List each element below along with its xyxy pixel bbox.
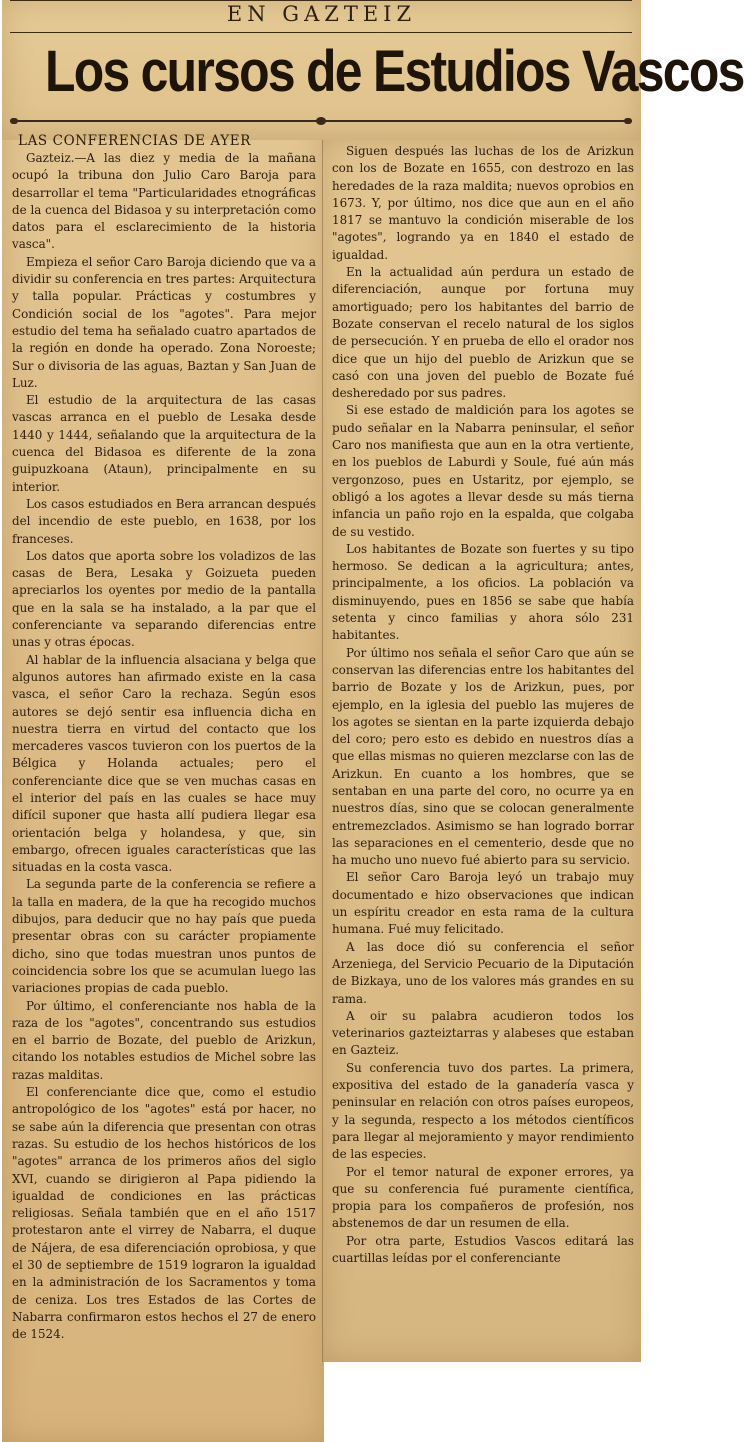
kicker-top-rule — [10, 0, 632, 1]
paragraph: Los datos que aporta sobre los voladizos de las casas de Bera, Lesaka y Goizueta pueden apreciarlos los oyentes por medio de la pantalla que en la sala se ha instalado, a la par que el conferenciante va separando diferencias entre unas y otras épocas. — [12, 548, 316, 650]
paragraph: Siguen después las luchas de los de Arizkun con los de Bozate en 1655, con destrozo en las heredades de la raza maldita; nuevos oprobios en 1673. Y, por último, nos dice que aun en el año 1817 se mantuvo la condición miserable de los "agotes", logrando ya en 1840 el estado de igualdad. — [332, 144, 634, 262]
paragraph: El estudio de la arquitectura de las casas vascas arranca en el pueblo de Lesaka desde 1440 y 1444, señalando que la arquitectura de la cuenca del Bidasoa es diferente de la zona guipuzkoana (Ataun), principalmente en su interior. — [12, 393, 316, 494]
section-title: LAS CONFERENCIAS DE AYER — [18, 133, 251, 149]
ornamental-rule — [10, 117, 632, 125]
paragraph: Los casos estudiados en Bera arrancan después del incendio de este pueblo, en 1638, por los franceses. — [12, 496, 316, 546]
paragraph: El conferenciante dice que, como el estudio antropológico de los "agotes" está por hacer, no se sabe aún la diferencia que presentan con otras razas. Su estudio de los hechos históricos de los "agotes" arranca de los primeros años del siglo XVI, cuando se dirigieron al Papa pidiendo la igualdad de condiciones en las prácticas religiosas. Señala también que en el año 1517 protestaron ante el virrey de Nabarra, el duque de Nájera, de esa diferenciación oprobiosa, y que el 30 de septiembre de 1519 lograron la igualdad en la administración de los Sacramentos y toma de ceniza. Los tres Estados de las Cortes de Nabarra confirmaron estos hechos el 27 de enero de 1524. — [12, 1085, 316, 1342]
kicker-bottom-rule — [10, 32, 632, 33]
paragraph: El señor Caro Baroja leyó un trabajo muy documentado e hizo observaciones que indican un espíritu creador en esta rama de la cultura humana. Fué muy felicitado. — [332, 870, 634, 937]
paragraph: En la actualidad aún perdura un estado de diferenciación, aunque por fortuna muy amortiguado; pero los habitantes del barrio de Bozate conservan el recelo natural de los siglos de persecución. Y en prueba de ello el orador nos dice que un hijo del pueblo de Arizkun que se casó con una joven del pueblo de Bozate fué desheredado por sus padres. — [332, 265, 634, 401]
headline: Los cursos de Estudios Vascos — [45, 39, 744, 104]
paragraph: Su conferencia tuvo dos partes. La primera, expositiva del estado de la ganadería vasca y peninsular en relación con otros países europeos, y la segunda, respecto a los métodos científicos para llegar al mejoramiento y mayor rendimiento de las especies. — [332, 1060, 634, 1162]
paragraph: A las doce dió su conferencia el señor Arzeniega, del Servicio Pecuario de la Diputación de Bizkaya, uno de los valores más grandes en su rama. — [332, 939, 634, 1006]
paragraph: Los habitantes de Bozate son fuertes y su tipo hermoso. Se dedican a la agricultura; antes, principalmente, a los oficios. La población va disminuyendo, pues en 1856 se sabe que había setenta y cinco familias y ahora sólo 231 habitantes. — [332, 541, 634, 643]
ornamental-rule-right-cap — [624, 118, 632, 124]
ornamental-rule-left-cap — [10, 118, 18, 124]
paragraph: Empieza el señor Caro Baroja diciendo que va a dividir su conferencia en tres partes: Arquitectura y talla popular. Prácticas y costumbres y Condición social de los "agotes". Para mejor estudio del tema ha señalado cuatro apartados de la región en donde ha operado. Zona Noroeste; Sur o divisoria de las aguas, Baztan y San Juan de Luz. — [12, 254, 316, 390]
paragraph: Por el temor natural de exponer errores, ya que su conferencia fué puramente científica, propia para los compañeros de profesión, nos abstenemos de dar un resumen de ella. — [332, 1164, 634, 1231]
article-left-column — [12, 132, 316, 1343]
paragraph: Por otra parte, Estudios Vascos editará las cuartillas leídas por el conferenciante — [332, 1233, 634, 1265]
paragraph: Al hablar de la influencia alsaciana y belga que algunos autores han afirmado existe en la casa vasca, el señor Caro la rechaza. Según esos autores se dejó sentir esa influencia dicha en nuestra tierra en virtud del contacto que los mercaderes vascos tuvieron con los puertos de la Bélgica y Holanda actuales; pero el conferenciante dice que se ven muchas casas en el interior del país en las cuales se hace muy difícil suponer que hasta allí pudiera llegar esa orientación belga y holandesa, y que, sin embargo, ofrecen iguales características que las situadas en la costa vasca. — [12, 652, 316, 875]
article-right-column — [332, 143, 634, 1267]
paragraph: Si ese estado de maldición para los agotes se pudo señalar en la Nabarra peninsular, el señor Caro nos manifiesta que aun en la otra vertiente, en los pueblos de Laburdi y Soule, fué aún más vergonzoso, pues en Ustaritz, por ejemplo, se obligó a los agotes a llevar desde su más tierna infancia un paño rojo en la espalda, que colgaba de su vestido. — [332, 403, 634, 539]
paragraph: Por último nos señala el señor Caro que aún se conservan las diferencias entre los habitantes del barrio de Bozate y los de Arizkun, pues, por ejemplo, en la iglesia del pueblo las mujeres de los agotes se sientan en la parte izquierda debajo del coro; pero esto es debido en nuestros días a que ellas mismas no quieren mezclarse con las de Arizkun. En cuanto a los hombres, que se sentaban en una parte del coro, no ocurre ya en nuestros días, sino que se colocan generalmente entremezclados. Asimismo se han logrado borrar las separaciones en el cementerio, desde que no ha mucho uno nuevo fué abierto para su servicio. — [332, 645, 634, 868]
paragraph: Por último, el conferenciante nos habla de la raza de los "agotes", concentrando sus estudios en el barrio de Bozate, del pueblo de Arizkun, citando los notables estudios de Michel sobre las razas malditas. — [12, 998, 316, 1082]
paragraph: A oir su palabra acudieron todos los veterinarios gazteiztarras y alabeses que estaban en Gazteiz. — [332, 1008, 634, 1058]
paragraph: La segunda parte de la conferencia se refiere a la talla en madera, de la que ha recogido muchos dibujos, para deducir que no hay país que pueda presentar obras con su carácter propiamente dicho, sino que todas muestran unos puntos de coincidencia sobre los que se acumulan luego las variaciones propias de cada pueblo. — [12, 877, 316, 996]
section-kicker: EN GAZTEIZ — [226, 2, 417, 26]
column-divider — [322, 140, 323, 1362]
ornamental-rule-center-dot — [316, 117, 326, 125]
paragraph: Gazteiz.—A las diez y media de la mañana ocupó la tribuna don Julio Caro Baroja para desarrollar el tema "Particularidades etnográficas de la cuenca del Bidasoa y su interpretación como datos para el esclarecimiento de la historia vasca". — [12, 151, 316, 252]
